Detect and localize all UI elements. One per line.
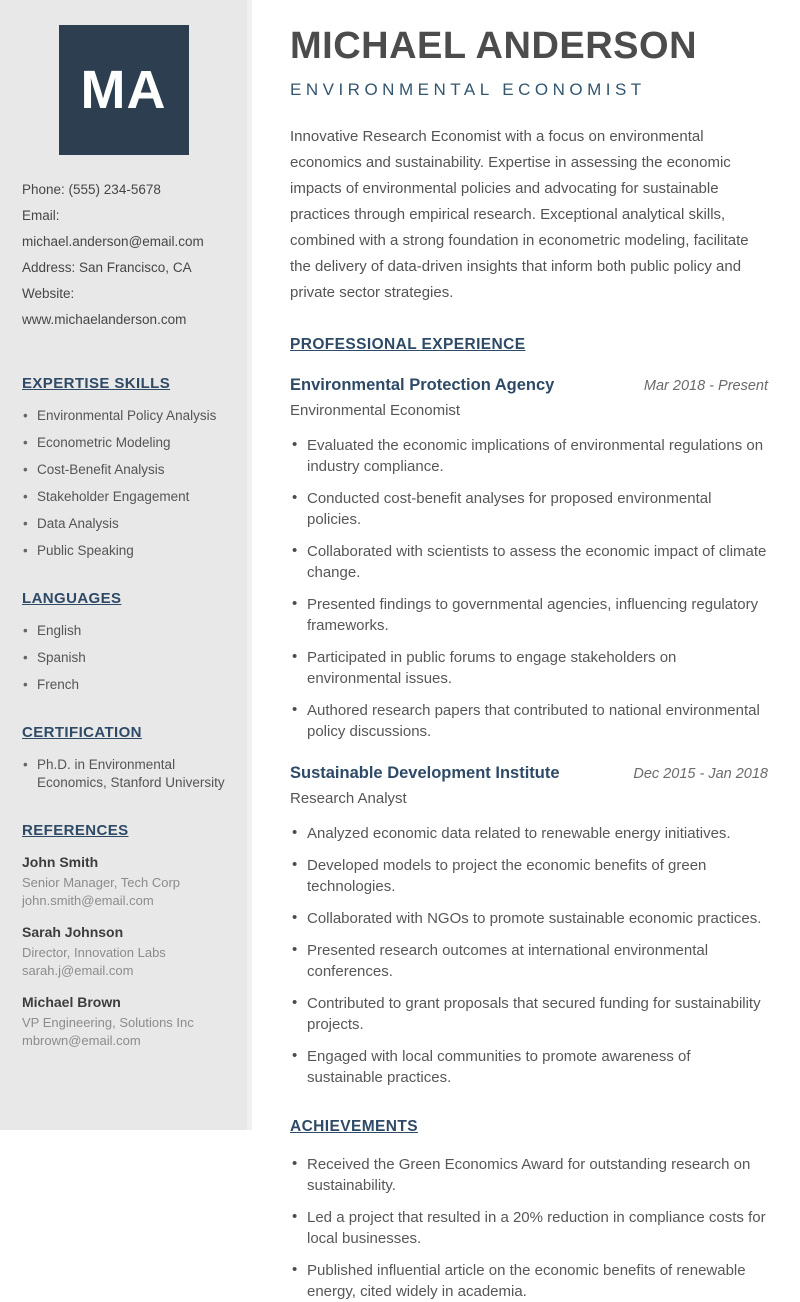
job-dates: Mar 2018 - Present: [643, 377, 768, 394]
languages-section: [22, 590, 225, 694]
job-bullet: • Evaluated the economic implications of environmental regulations on industry compliance.: [290, 435, 768, 477]
reference-person: [22, 854, 225, 909]
reference-email: sarah.j@email.com: [22, 962, 134, 978]
reference-role: Senior Manager, Tech Corp: [22, 875, 181, 890]
job-title-subtitle: ENVIRONMENTAL ECONOMIST: [290, 79, 646, 99]
reference-name: John Smith: [22, 854, 99, 870]
job-bullet: • Analyzed economic data related to renewable energy initiatives.: [290, 823, 768, 844]
contact-phone: Phone: (555) 234-5678: [22, 182, 161, 197]
job-bullet-list: [290, 823, 768, 1088]
skills-list: [22, 407, 225, 560]
skills-section: [22, 375, 225, 560]
job-bullet: • Participated in public forums to engage stakeholders on environmental issues.: [290, 647, 768, 689]
languages-heading: LANGUAGES: [22, 590, 122, 607]
page-title: MICHAEL ANDERSON: [290, 25, 698, 67]
skill-item: • Cost-Benefit Analysis: [22, 461, 225, 479]
reference-person: [22, 994, 225, 1049]
job-bullet: • Developed models to project the economic benefits of green technologies.: [290, 855, 768, 897]
company-name: Sustainable Development Institute: [290, 763, 560, 782]
job-bullet: • Collaborated with scientists to assess the economic impact of climate change.: [290, 541, 768, 583]
references-section: [22, 822, 225, 1049]
job-dates: Dec 2015 - Jan 2018: [633, 765, 768, 782]
company-name: Environmental Protection Agency: [290, 375, 555, 394]
achievements-section: [290, 1118, 768, 1302]
certification-heading: CERTIFICATION: [22, 724, 142, 741]
certification-section: [22, 724, 225, 792]
job-entry: [290, 764, 768, 1088]
job-header: [290, 764, 768, 783]
contact-email: Email: michael.anderson@email.com: [22, 208, 204, 249]
contact-website: Website: www.michaelanderson.com: [22, 286, 187, 327]
language-item: • English: [22, 622, 225, 640]
job-bullet: • Conducted cost-benefit analyses for proposed environmental policies.: [290, 488, 768, 530]
achievement-item: • Led a project that resulted in a 20% reduction in compliance costs for local businesses.: [290, 1207, 768, 1249]
job-role: Research Analyst: [290, 789, 407, 807]
avatar: [59, 25, 189, 155]
skills-heading: EXPERTISE SKILLS: [22, 375, 171, 392]
achievements-list: [290, 1154, 768, 1302]
achievements-heading: ACHIEVEMENTS: [290, 1117, 418, 1135]
avatar-initials: MA: [80, 60, 167, 120]
certification-item: • Ph.D. in Environmental Economics, Stanford University: [22, 756, 225, 792]
skill-item: • Stakeholder Engagement: [22, 488, 225, 506]
reference-role: Director, Innovation Labs: [22, 945, 166, 960]
experience-section: [290, 336, 768, 1088]
certification-list: [22, 756, 225, 792]
skill-item: • Public Speaking: [22, 542, 225, 560]
main-content: [257, 0, 800, 1300]
skill-item: • Environmental Policy Analysis: [22, 407, 225, 425]
achievement-item: • Received the Green Economics Award for outstanding research on sustainability.: [290, 1154, 768, 1196]
job-role: Environmental Economist: [290, 401, 461, 419]
references-heading: REFERENCES: [22, 822, 129, 839]
job-bullet: • Presented findings to governmental agencies, influencing regulatory frameworks.: [290, 594, 768, 636]
contact-info: [22, 177, 225, 333]
reference-role: VP Engineering, Solutions Inc: [22, 1015, 194, 1030]
summary-paragraph: Innovative Research Economist with a focus on environmental economics and sustainability. Expertise in assessing the economic impacts of environmental policies and advocating for sustainable practices through empirical research. Exceptional analytical skills, combined with a strong foundation in econometric modeling, facilitate the delivery of data-driven insights that inform both public policy and private sector strategies.: [290, 127, 749, 301]
achievement-item: • Published influential article on the economic benefits of renewable energy, cited widely in academia.: [290, 1260, 768, 1302]
job-bullet: • Engaged with local communities to promote awareness of sustainable practices.: [290, 1046, 768, 1088]
contact-address: Address: San Francisco, CA: [22, 260, 192, 275]
job-bullet: • Presented research outcomes at international environmental conferences.: [290, 940, 768, 982]
job-bullet-list: [290, 435, 768, 742]
reference-email: john.smith@email.com: [22, 892, 154, 908]
job-bullet: • Collaborated with NGOs to promote sustainable economic practices.: [290, 908, 768, 929]
job-header: [290, 376, 768, 395]
reference-person: [22, 924, 225, 979]
reference-email: mbrown@email.com: [22, 1032, 141, 1048]
reference-name: Michael Brown: [22, 994, 121, 1010]
sidebar: [0, 0, 252, 1130]
experience-heading: PROFESSIONAL EXPERIENCE: [290, 335, 526, 353]
language-item: • French: [22, 676, 225, 694]
job-bullet: • Contributed to grant proposals that secured funding for sustainability projects.: [290, 993, 768, 1035]
job-entry: [290, 376, 768, 742]
language-item: • Spanish: [22, 649, 225, 667]
languages-list: [22, 622, 225, 694]
reference-name: Sarah Johnson: [22, 924, 124, 940]
skill-item: • Econometric Modeling: [22, 434, 225, 452]
skill-item: • Data Analysis: [22, 515, 225, 533]
job-bullet: • Authored research papers that contributed to national environmental policy discussions.: [290, 700, 768, 742]
